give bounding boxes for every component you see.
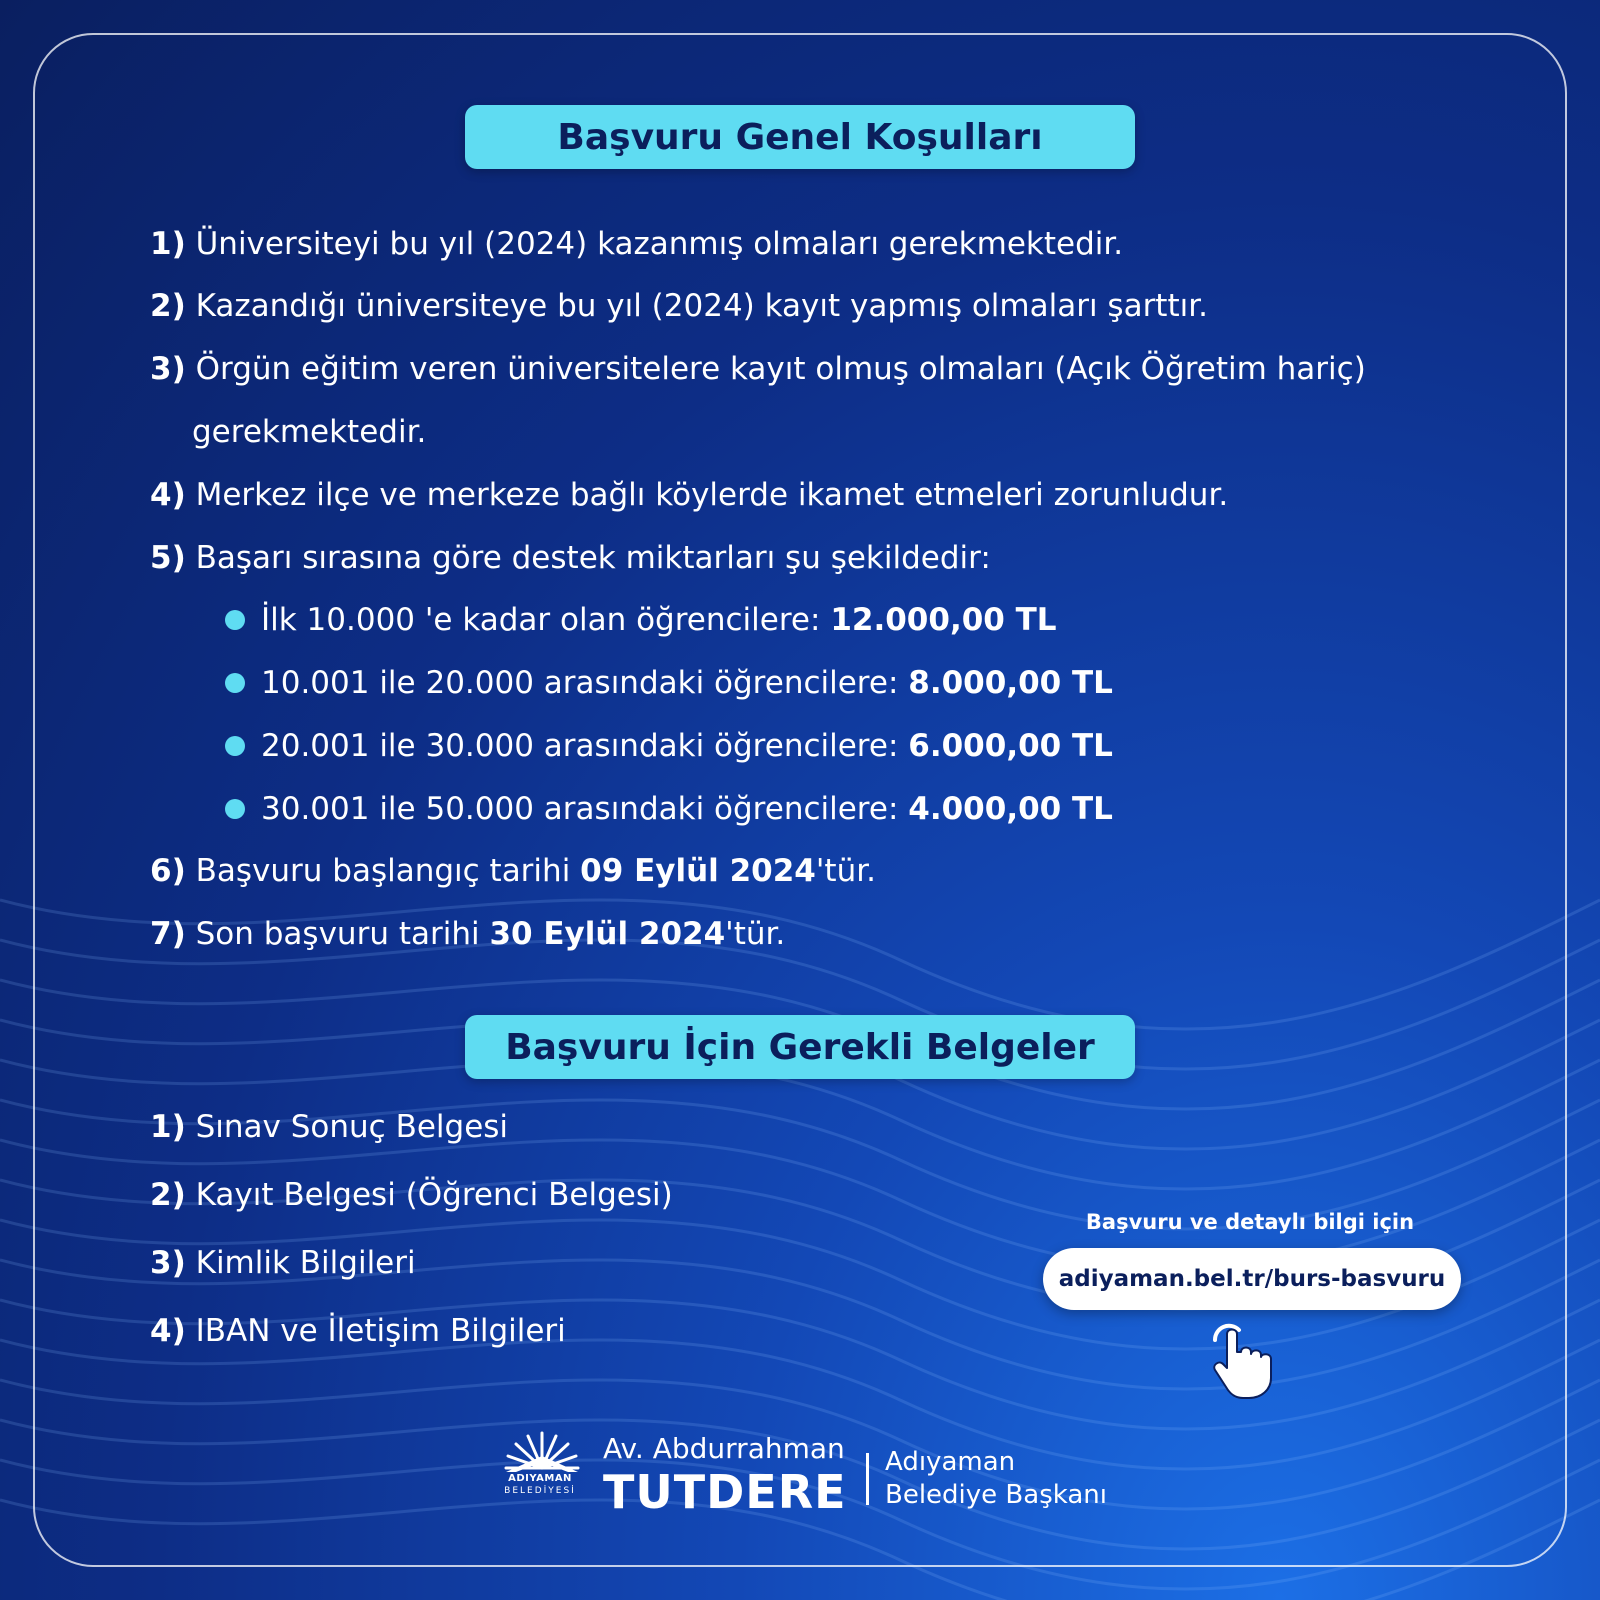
condition-item-6 [150, 851, 876, 891]
condition-number: 4) [150, 477, 186, 513]
condition-number: 3) [150, 351, 186, 387]
document-item-4 [150, 1311, 566, 1351]
tier-text: 30.001 ile 50.000 arasındaki öğrencilere: [261, 791, 899, 827]
condition-text: Başarı sırasına göre destek miktarları şu şekildedir: [195, 540, 991, 576]
tier-amount: 4.000,00 TL [908, 791, 1113, 827]
tier-item-3 [225, 726, 1113, 766]
general-conditions-title: Başvuru Genel Koşulları [465, 105, 1135, 169]
document-item-1 [150, 1107, 508, 1147]
condition-number: 5) [150, 540, 186, 576]
document-text: Kimlik Bilgileri [195, 1245, 416, 1281]
footer-divider [866, 1453, 869, 1505]
tier-text: 20.001 ile 30.000 arasındaki öğrencilere: [261, 728, 899, 764]
document-item-3 [150, 1243, 416, 1283]
condition-item-7 [150, 914, 785, 954]
bullet-dot-icon [225, 610, 245, 630]
pointing-hand-icon [1205, 1320, 1285, 1400]
bullet-dot-icon [225, 736, 245, 756]
document-number: 4) [150, 1313, 186, 1349]
condition-item-1 [150, 224, 1123, 264]
cta-label: Başvuru ve detaylı bilgi için [1085, 1210, 1415, 1234]
tier-item-4 [225, 789, 1113, 829]
municipality-logo-icon [502, 1428, 582, 1513]
condition-text: Kazandığı üniversiteye bu yıl (2024) kayıt yapmış olmaları şarttır. [195, 288, 1208, 324]
condition-suffix: 'tür. [725, 916, 786, 952]
tier-text: 10.001 ile 20.000 arasındaki öğrencilere: [261, 665, 899, 701]
condition-text: Örgün eğitim veren üniversitelere kayıt olmuş olmaları (Açık Öğretim hariç) [195, 351, 1366, 387]
mayor-role-city: Adıyaman [885, 1447, 1016, 1477]
condition-number: 1) [150, 226, 186, 262]
condition-text: Merkez ilçe ve merkeze bağlı köylerde ikamet etmeleri zorunludur. [195, 477, 1229, 513]
document-number: 2) [150, 1177, 186, 1213]
condition-suffix: 'tür. [815, 853, 876, 889]
mayor-role-title: Belediye Başkanı [885, 1480, 1107, 1510]
logo-text-city: ADIYAMAN [508, 1473, 572, 1484]
start-date: 09 Eylül 2024 [580, 853, 816, 889]
tier-item-1 [225, 600, 1057, 640]
bullet-dot-icon [225, 799, 245, 819]
tier-amount: 12.000,00 TL [830, 602, 1057, 638]
document-number: 3) [150, 1245, 186, 1281]
mayor-first-name: Av. Abdurrahman [603, 1432, 845, 1465]
condition-number: 2) [150, 288, 186, 324]
document-item-2 [150, 1175, 673, 1215]
condition-text: Son başvuru tarihi [195, 916, 480, 952]
condition-item-4 [150, 475, 1228, 515]
required-documents-title: Başvuru İçin Gerekli Belgeler [465, 1015, 1135, 1079]
condition-text: Başvuru başlangıç tarihi [195, 853, 571, 889]
condition-text: Üniversiteyi bu yıl (2024) kazanmış olmaları gerekmektedir. [195, 226, 1124, 262]
logo-text-municipality: BELEDİYESİ [504, 1486, 576, 1496]
condition-item-3-continued: gerekmektedir. [192, 414, 427, 450]
document-text: Sınav Sonuç Belgesi [195, 1109, 509, 1145]
tier-item-2 [225, 663, 1113, 703]
document-text: IBAN ve İletişim Bilgileri [195, 1313, 566, 1349]
condition-item-3 [150, 349, 1366, 389]
mayor-surname: TUTDERE [603, 1465, 847, 1519]
tier-amount: 8.000,00 TL [908, 665, 1113, 701]
tier-text: İlk 10.000 'e kadar olan öğrencilere: [261, 602, 821, 638]
bullet-dot-icon [225, 673, 245, 693]
condition-item-5 [150, 538, 991, 578]
document-number: 1) [150, 1109, 186, 1145]
end-date: 30 Eylül 2024 [489, 916, 726, 952]
application-link[interactable]: adiyaman.bel.tr/burs-basvuru [1043, 1248, 1461, 1310]
tier-amount: 6.000,00 TL [908, 728, 1113, 764]
condition-number: 7) [150, 916, 186, 952]
document-text: Kayıt Belgesi (Öğrenci Belgesi) [195, 1177, 673, 1213]
condition-number: 6) [150, 853, 186, 889]
condition-item-2 [150, 286, 1208, 326]
